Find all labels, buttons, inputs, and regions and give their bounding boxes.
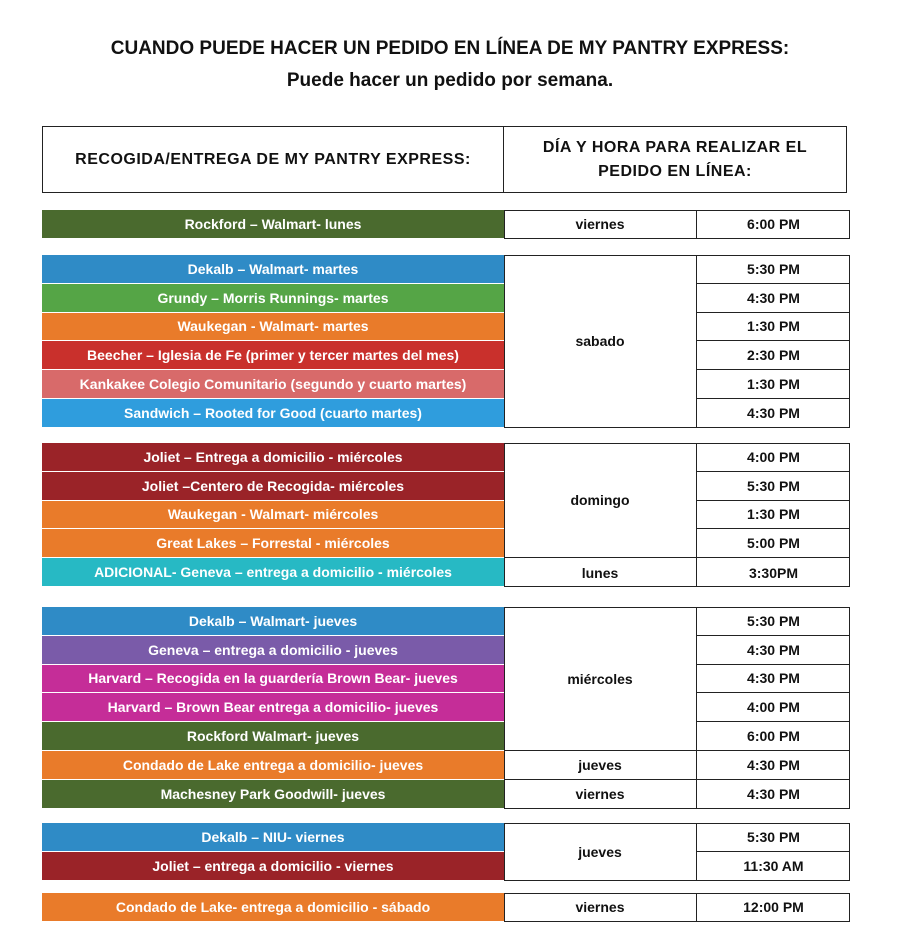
time-cell: 5:30 PM: [696, 607, 850, 636]
day-cell: jueves: [504, 751, 696, 780]
time-cell: 1:30 PM: [696, 313, 850, 342]
location-cell: Sandwich – Rooted for Good (cuarto martes): [42, 399, 504, 428]
location-cell: Beecher – Iglesia de Fe (primer y tercer martes del mes): [42, 341, 504, 370]
location-cell: Waukegan - Walmart- martes: [42, 313, 504, 342]
time-cell: 4:30 PM: [696, 780, 850, 809]
time-cell: 4:30 PM: [696, 636, 850, 665]
time-cell: 1:30 PM: [696, 370, 850, 399]
location-cell: Condado de Lake- entrega a domicilio - sábado: [42, 893, 504, 922]
location-cell: Dekalb – Walmart- martes: [42, 255, 504, 284]
day-cell: viernes: [575, 786, 625, 803]
location-cell: Rockford Walmart- jueves: [42, 722, 504, 751]
time-cell: 4:30 PM: [696, 284, 850, 313]
location-cell: Rockford – Walmart- lunes: [42, 210, 504, 239]
header-schedule-line2: PEDIDO EN LÍNEA:: [598, 162, 752, 180]
location-cell: Joliet – entrega a domicilio - viernes: [42, 852, 504, 881]
time-cell: 12:00 PM: [696, 893, 850, 922]
time-cell: 5:00 PM: [696, 529, 850, 558]
day-cell: lunes: [581, 564, 619, 581]
location-cell: Harvard – Recogida en la guardería Brown Bear- jueves: [42, 665, 504, 694]
location-cell: Great Lakes – Forrestal - miércoles: [42, 529, 504, 558]
header-schedule-line1: DÍA Y HORA PARA REALIZAR EL: [542, 138, 808, 156]
day-cell: viernes: [575, 216, 625, 233]
day-cell: sabado: [575, 333, 625, 350]
day-cell: domingo: [504, 443, 696, 558]
time-cell: 1:30 PM: [696, 501, 850, 530]
time-cell: 5:30 PM: [696, 255, 850, 284]
location-cell: Dekalb – Walmart- jueves: [42, 607, 504, 636]
location-cell: Joliet – Entrega a domicilio - miércoles: [42, 443, 504, 472]
location-cell: Dekalb – NIU- viernes: [42, 823, 504, 852]
time-cell: 5:30 PM: [696, 823, 850, 852]
header-location-column: RECOGIDA/ENTREGA DE MY PANTRY EXPRESS:: [43, 127, 504, 192]
location-cell: ADICIONAL- Geneva – entrega a domicilio - miércoles: [42, 558, 504, 587]
time-cell: 4:00 PM: [696, 443, 850, 472]
location-cell: Harvard – Brown Bear entrega a domicilio- jueves: [42, 693, 504, 722]
location-cell: Condado de Lake entrega a domicilio- jueves: [42, 751, 504, 780]
page-title: CUANDO PUEDE HACER UN PEDIDO EN LÍNEA DE MY PANTRY EXPRESS:: [110, 38, 790, 59]
day-cell: viernes: [575, 899, 625, 916]
day-cell: jueves: [578, 843, 622, 860]
page-subtitle: Puede hacer un pedido por semana.: [286, 70, 614, 91]
header-schedule-column: [504, 127, 846, 192]
location-cell: Grundy – Morris Runnings- martes: [42, 284, 504, 313]
time-cell: 4:30 PM: [696, 399, 850, 428]
time-cell: 6:00 PM: [696, 722, 850, 751]
table-header: [42, 126, 847, 193]
time-cell: 4:30 PM: [696, 751, 850, 780]
time-cell: 3:30PM: [696, 558, 850, 587]
location-cell: Joliet –Centero de Recogida- miércoles: [42, 472, 504, 501]
day-cell: miércoles: [504, 607, 696, 751]
location-cell: Kankakee Colegio Comunitario (segundo y cuarto martes): [42, 370, 504, 399]
time-cell: 2:30 PM: [696, 341, 850, 370]
location-cell: Machesney Park Goodwill- jueves: [42, 780, 504, 809]
location-cell: Geneva – entrega a domicilio - jueves: [42, 636, 504, 665]
location-cell: Waukegan - Walmart- miércoles: [42, 501, 504, 530]
time-cell: 11:30 AM: [696, 852, 850, 881]
time-cell: 6:00 PM: [696, 210, 850, 239]
time-cell: 4:30 PM: [696, 665, 850, 694]
time-cell: 5:30 PM: [696, 472, 850, 501]
time-cell: 4:00 PM: [696, 693, 850, 722]
